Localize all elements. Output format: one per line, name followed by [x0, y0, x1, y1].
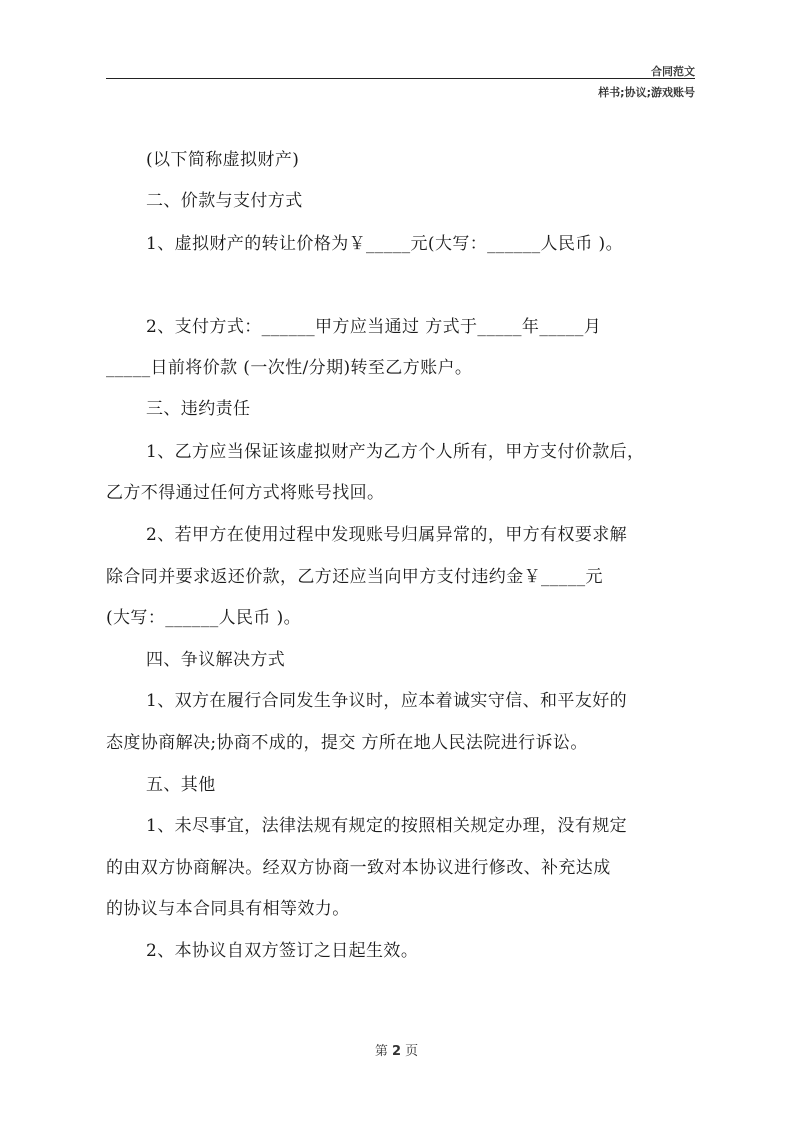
paragraph-line: 1、乙方应当保证该虚拟财产为乙方个人所有，甲方支付价款后， [146, 442, 645, 462]
paragraph-line: (大写：______人民币 )。 [106, 608, 302, 628]
page-number: 2 [391, 1044, 402, 1059]
section-heading-dispute: 四、争议解决方式 [146, 650, 286, 670]
paragraph-line: 的协议与本合同具有相等效力。 [106, 899, 350, 919]
paragraph-line: 2、本协议自双方签订之日起生效。 [146, 941, 419, 961]
section-heading-payment: 二、价款与支付方式 [146, 191, 303, 211]
page-footer [0, 1040, 793, 1059]
paragraph-line: 2、支付方式：______甲方应当通过 方式于_____年_____月 [146, 317, 602, 337]
header-title: 合同范文 [651, 65, 695, 78]
paragraph-line: 的由双方协商解决。经双方协商一致对本协议进行修改、补充达成 [106, 858, 611, 878]
paragraph-line: (以下简称虚拟财产) [146, 150, 300, 170]
paragraph-line: 1、双方在履行合同发生争议时，应本着诚实守信、和平友好的 [146, 691, 628, 711]
paragraph-line: 1、未尽事宜，法律法规有规定的按照相关规定办理，没有规定 [146, 816, 628, 836]
paragraph-line: 除合同并要求返还价款，乙方还应当向甲方支付违约金￥_____元 [106, 567, 603, 587]
section-heading-liability: 三、违约责任 [146, 399, 251, 419]
header-subtitle: 样书;协议;游戏账号 [598, 86, 695, 99]
header-divider [106, 78, 695, 79]
paragraph-line: 1、虚拟财产的转让价格为￥_____元(大写：______人民币 )。 [146, 234, 623, 254]
paragraph-line: 乙方不得通过任何方式将账号找回。 [106, 483, 385, 503]
paragraph-line: 2、若甲方在使用过程中发现账号归属异常的，甲方有权要求解 [146, 525, 628, 545]
paragraph-line: 态度协商解决;协商不成的，提交 方所在地人民法院进行诉讼。 [106, 733, 588, 753]
section-heading-other: 五、其他 [146, 775, 216, 795]
footer-suffix: 页 [405, 1044, 419, 1059]
paragraph-line: _____日前将价款 (一次性/分期)转至乙方账户。 [106, 358, 473, 378]
footer-prefix: 第 [374, 1044, 388, 1059]
